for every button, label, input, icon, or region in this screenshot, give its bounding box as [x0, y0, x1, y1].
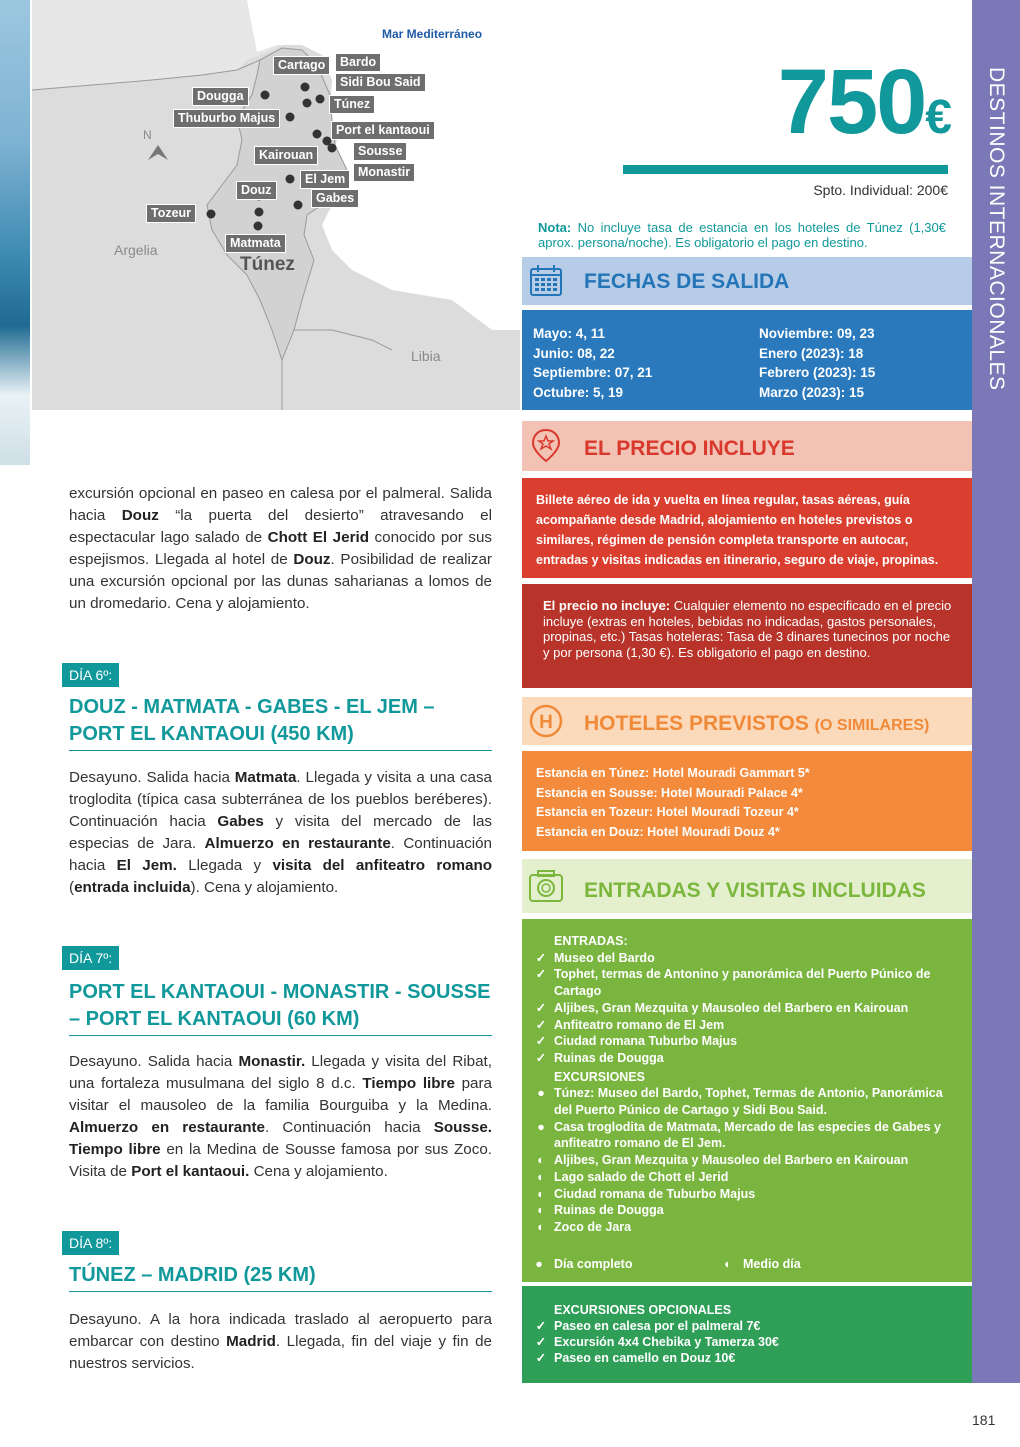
- check-icon: ✓: [535, 1335, 547, 1349]
- entry-item: [530, 950, 962, 967]
- section-sidebar: [972, 0, 1020, 1383]
- excursion-item: [530, 1186, 962, 1203]
- bold-run: Tiempo libre: [362, 1075, 455, 1092]
- city-label: Bardo: [335, 53, 381, 72]
- text-run: en la Medina de Sousse famosa por sus Zoco. Visita de: [69, 1141, 492, 1180]
- hotel-item: Estancia en Túnez: Hotel Mouradi Gammart 5*: [536, 766, 810, 780]
- departure-dates-body: [522, 310, 972, 410]
- half-day-icon: ◐: [537, 1169, 545, 1184]
- price-tag-icon: [528, 427, 564, 463]
- price: [740, 52, 950, 168]
- text-run: para visitar el mausoleo de la familia Bourguiba y la Medina.: [69, 1075, 492, 1114]
- date-item: Marzo (2023): 15: [759, 384, 865, 400]
- date-item: Enero (2023): 18: [759, 345, 864, 361]
- check-icon: ✓: [535, 1319, 547, 1333]
- check-icon: ✓: [535, 1034, 547, 1049]
- excursion-text: Aljibes, Gran Mezquita y Mausoleo del Barbero en Kairouan: [554, 1153, 909, 1168]
- text-run: . Llegada, fin del viaje y fin de nuestros servicios.: [69, 1333, 492, 1372]
- excursion-text: Túnez: Museo del Bardo, Tophet, Termas de Antonio, Panorámica del Puerto Púnico de Cartago y Sidi Bou Said.: [554, 1086, 943, 1118]
- bold-run: visita del anfiteatro romano: [272, 857, 493, 874]
- entry-item: [530, 1017, 962, 1034]
- text-run: Cena y alojamiento.: [249, 1163, 388, 1180]
- city-label: Matmata: [225, 234, 286, 253]
- note-text: No incluye tasa de estancia en los hoteles de Túnez (1,30€ aprox. persona/noche). Es obligatorio el pago en destino.: [538, 220, 946, 250]
- half-day-icon: ◐: [537, 1186, 545, 1201]
- check-icon: ✓: [535, 950, 547, 965]
- legend-half-day: [719, 1256, 801, 1273]
- text-run: (: [69, 879, 75, 896]
- hotels-header: [522, 697, 972, 745]
- legend-full-text: Día completo: [554, 1257, 633, 1271]
- full-day-icon: ●: [537, 1119, 545, 1134]
- entry-item: [530, 1000, 962, 1017]
- date-item: Octubre: 5, 19: [533, 384, 624, 400]
- hotel-item: Estancia en Sousse: Hotel Mouradi Palace 4*: [536, 785, 803, 800]
- excursion-item: [530, 1152, 962, 1169]
- excursion-text: Lago salado de Chott el Jerid: [554, 1169, 729, 1184]
- price-includes-title: EL PRECIO INCLUYE: [584, 437, 795, 460]
- day-body: [69, 1309, 492, 1375]
- excursion-item: [530, 1169, 962, 1186]
- date-item: Noviembre: 09, 23: [759, 326, 875, 341]
- bold-run: Tiempo libre: [69, 1141, 161, 1158]
- city-label: Sousse: [353, 142, 407, 161]
- optional-item: [530, 1350, 962, 1366]
- hotel-item: Estancia en Douz: Hotel Mouradi Douz 4*: [536, 824, 780, 839]
- city-label: El Jem: [300, 170, 350, 189]
- city-label: Port el kantaoui: [331, 121, 435, 140]
- full-day-icon: ●: [535, 1257, 543, 1271]
- single-supplement: Spto. Individual: 200€: [813, 182, 948, 198]
- bold-run: Sousse.: [433, 1119, 492, 1136]
- day-title: DOUZ - MATMATA - GABES - EL JEM – PORT EL KANTAOUI (450 KM): [69, 694, 492, 751]
- optional-text: Paseo en calesa por el palmeral 7€: [554, 1319, 761, 1333]
- text-run: Desayuno. Salida hacia: [69, 769, 235, 786]
- text-run: Desayuno. Salida hacia: [69, 1053, 239, 1070]
- entry-text: Tophet, termas de Antonino y panorámica del Puerto Púnico de Cartago: [554, 967, 931, 999]
- city-label: Dougga: [192, 87, 249, 106]
- city-label: Monastir: [353, 163, 415, 182]
- camera-icon: [528, 869, 564, 905]
- optional-item: [530, 1334, 962, 1350]
- price-includes-body: Billete aéreo de ida y vuelta en línea regular, tasas aéreas, guía acompañante desde Madrid, alojamiento en hoteles previstos o similares, régimen de pensión completa transporte en autocar, entradas y visitas indicadas en itinerario, seguro de viaje, propinas.: [522, 478, 972, 578]
- city-label: Kairouan: [254, 146, 318, 165]
- entries-list: [530, 933, 962, 1236]
- sea-label: Mar Mediterráneo: [382, 27, 483, 41]
- departure-dates-header: [522, 257, 972, 305]
- city-label: Tozeur: [146, 204, 196, 223]
- hotel-item: Estancia en Tozeur: Hotel Mouradi Tozeur 4*: [536, 805, 799, 819]
- hotels-title-text: HOTELES PREVISTOS: [584, 712, 809, 735]
- price-amount: 750: [777, 51, 926, 153]
- price-includes-header: [522, 421, 972, 471]
- city-label: Túnez: [329, 95, 375, 114]
- city-label: Thuburbo Majus: [173, 109, 280, 128]
- text-run: . Continuación hacia: [69, 835, 492, 874]
- bold-run: entrada incluida: [74, 879, 191, 896]
- legend-half-text: Medio día: [743, 1257, 801, 1271]
- city-label: Gabes: [311, 189, 359, 208]
- day-tag: DÍA 8º:: [62, 1231, 119, 1255]
- excursion-item: [530, 1219, 962, 1236]
- check-icon: ✓: [535, 1000, 547, 1015]
- bold-run: El Jem.: [116, 857, 177, 874]
- hotels-body: [522, 751, 972, 851]
- excludes-text: Cualquier elemento no especificado en el precio incluye (extras en hoteles, bebidas no indicadas, gastos personales, propinas, etc.) Tasas hoteleras: Tasa de 3 dinares tunecinos por noche y por persona (1,30 €). Es obligatorio el pago en destino.: [543, 598, 952, 660]
- excursion-item: [530, 1202, 962, 1219]
- svg-text:H: H: [539, 712, 553, 733]
- north-label: N: [143, 128, 152, 142]
- half-day-icon: ◐: [724, 1257, 732, 1271]
- optional-excursions: [522, 1286, 972, 1383]
- text-run: . Continuación hacia: [265, 1119, 434, 1136]
- check-icon: ✓: [535, 1351, 547, 1365]
- check-icon: ✓: [535, 1017, 547, 1032]
- day-title: PORT EL KANTAOUI - MONASTIR - SOUSSE – PORT EL KANTAOUI (60 KM): [69, 979, 492, 1036]
- hotel-icon: [528, 703, 564, 739]
- excludes-label: El precio no incluye:: [543, 598, 671, 613]
- day-body: [69, 767, 492, 899]
- entry-text: Aljibes, Gran Mezquita y Mausoleo del Barbero en Kairouan: [554, 1000, 909, 1015]
- hotels-title: [584, 712, 929, 736]
- text-run: “la puerta del desierto” atravesando el espectacular lago salado de: [69, 507, 492, 546]
- optional-item: [530, 1318, 962, 1334]
- excursion-text: Ruinas de Dougga: [554, 1203, 664, 1218]
- page-number: 181: [972, 1412, 996, 1428]
- excursion-item: [530, 1085, 962, 1118]
- entry-text: Museo del Bardo: [554, 950, 655, 965]
- libya-label: Libia: [411, 348, 441, 364]
- date-item: Septiembre: 07, 21: [533, 365, 653, 380]
- dates-col-1: [533, 324, 652, 402]
- itinerary-intro: [69, 483, 492, 615]
- excursion-item: [530, 1119, 962, 1152]
- bold-run: Madrid: [226, 1333, 276, 1350]
- full-day-icon: ●: [537, 1086, 545, 1101]
- price-excludes-body: [522, 584, 972, 688]
- bold-run: Matmata: [234, 769, 297, 786]
- city-label: Douz: [236, 181, 277, 200]
- dates-col-2: [759, 324, 875, 402]
- optional-text: Paseo en camello en Douz 10€: [554, 1351, 736, 1365]
- legend-full-day: [530, 1256, 633, 1273]
- entry-text: Anfiteatro romano de El Jem: [554, 1017, 725, 1032]
- text-run: . Llegada y visita a una casa troglodita (típica casa subterránea de los pueblos beréberes). Continuación hacia: [69, 769, 493, 830]
- excursions-label: EXCURSIONES: [554, 1069, 645, 1084]
- date-item: Febrero (2023): 15: [759, 365, 876, 380]
- text-run: conocido por sus espejismos. Llegada al hotel de: [69, 529, 492, 568]
- entries-label: ENTRADAS:: [554, 934, 628, 948]
- entries-title: ENTRADAS Y VISITAS INCLUIDAS: [584, 879, 926, 902]
- city-label: Sidi Bou Said: [335, 73, 426, 92]
- city-label: Cartago: [273, 56, 330, 75]
- price-underline: [623, 165, 948, 174]
- bold-run: Almuerzo en restaurante: [69, 1119, 266, 1136]
- day-tag: DÍA 6º:: [62, 663, 119, 687]
- hotels-title-small: (O SIMILARES): [814, 717, 930, 734]
- optional-list: [530, 1302, 962, 1366]
- excursion-text: Casa troglodita de Matmata, Mercado de las especies de Gabes y anfiteatro romano de El Jem.: [554, 1119, 941, 1151]
- bold-run: Gabes: [217, 813, 264, 830]
- algeria-label: Argelia: [114, 242, 158, 258]
- departure-dates-title: FECHAS DE SALIDA: [584, 270, 790, 293]
- sidebar-label: DESTINOS INTERNACIONALES: [985, 67, 1008, 391]
- entries-body: [522, 919, 972, 1282]
- text-run: ). Cena y alojamiento.: [190, 879, 339, 896]
- text-run: excursión opcional en paseo en calesa por el palmeral. Salida hacia: [69, 485, 492, 524]
- entry-text: Ciudad romana Tuburbo Majus: [554, 1034, 738, 1049]
- entry-item: [530, 966, 962, 999]
- half-day-icon: ◐: [537, 1203, 545, 1218]
- entry-text: Ruinas de Dougga: [554, 1050, 664, 1065]
- bold-run: Port el kantaoui.: [131, 1163, 250, 1180]
- note-label: Nota:: [538, 220, 572, 235]
- entry-item: [530, 1033, 962, 1050]
- bold-run: Monastir.: [238, 1053, 306, 1070]
- day-body: [69, 1051, 492, 1183]
- day-tag: DÍA 7º:: [62, 946, 119, 970]
- bold-run: Douz: [293, 551, 331, 568]
- country-label: Túnez: [240, 254, 295, 275]
- bold-run: Douz: [121, 507, 159, 524]
- optional-title: EXCURSIONES OPCIONALES: [554, 1303, 732, 1317]
- entries-header: [522, 859, 972, 913]
- bold-run: Almuerzo en restaurante: [204, 835, 391, 852]
- half-day-icon: ◐: [537, 1219, 545, 1234]
- half-day-icon: ◐: [537, 1153, 545, 1168]
- day-title: TÚNEZ – MADRID (25 KM): [69, 1262, 492, 1292]
- check-icon: ✓: [535, 1050, 547, 1065]
- entry-item: [530, 1050, 962, 1067]
- photo-strip: [0, 0, 30, 465]
- excursion-text: Ciudad romana de Tuburbo Majus: [554, 1186, 756, 1201]
- text-run: Desayuno. A la hora indicada traslado al aeropuerto para embarcar con destino: [69, 1311, 492, 1350]
- text-run: y visita del mercado de las especias de Jara.: [69, 813, 492, 852]
- text-run: . Posibilidad de realizar una excursión opcional por las dunas saharianas a lomos de un dromedario. Cena y alojamiento.: [69, 551, 492, 612]
- price-currency: €: [925, 91, 950, 144]
- text-run: Llegada y: [176, 857, 273, 874]
- text-run: Llegada y visita del Ribat, una fortaleza musulmana del siglo 8 d.c.: [69, 1053, 492, 1092]
- optional-text: Excursión 4x4 Chebika y Tamerza 30€: [554, 1335, 779, 1349]
- price-note: [538, 220, 946, 250]
- bold-run: Chott El Jerid: [267, 529, 369, 546]
- tunisia-map: [32, 0, 520, 410]
- date-item: Junio: 08, 22: [533, 345, 615, 361]
- check-icon: ✓: [535, 967, 547, 982]
- calendar-icon: [528, 263, 564, 299]
- date-item: Mayo: 4, 11: [533, 326, 606, 341]
- excursion-text: Zoco de Jara: [554, 1219, 632, 1234]
